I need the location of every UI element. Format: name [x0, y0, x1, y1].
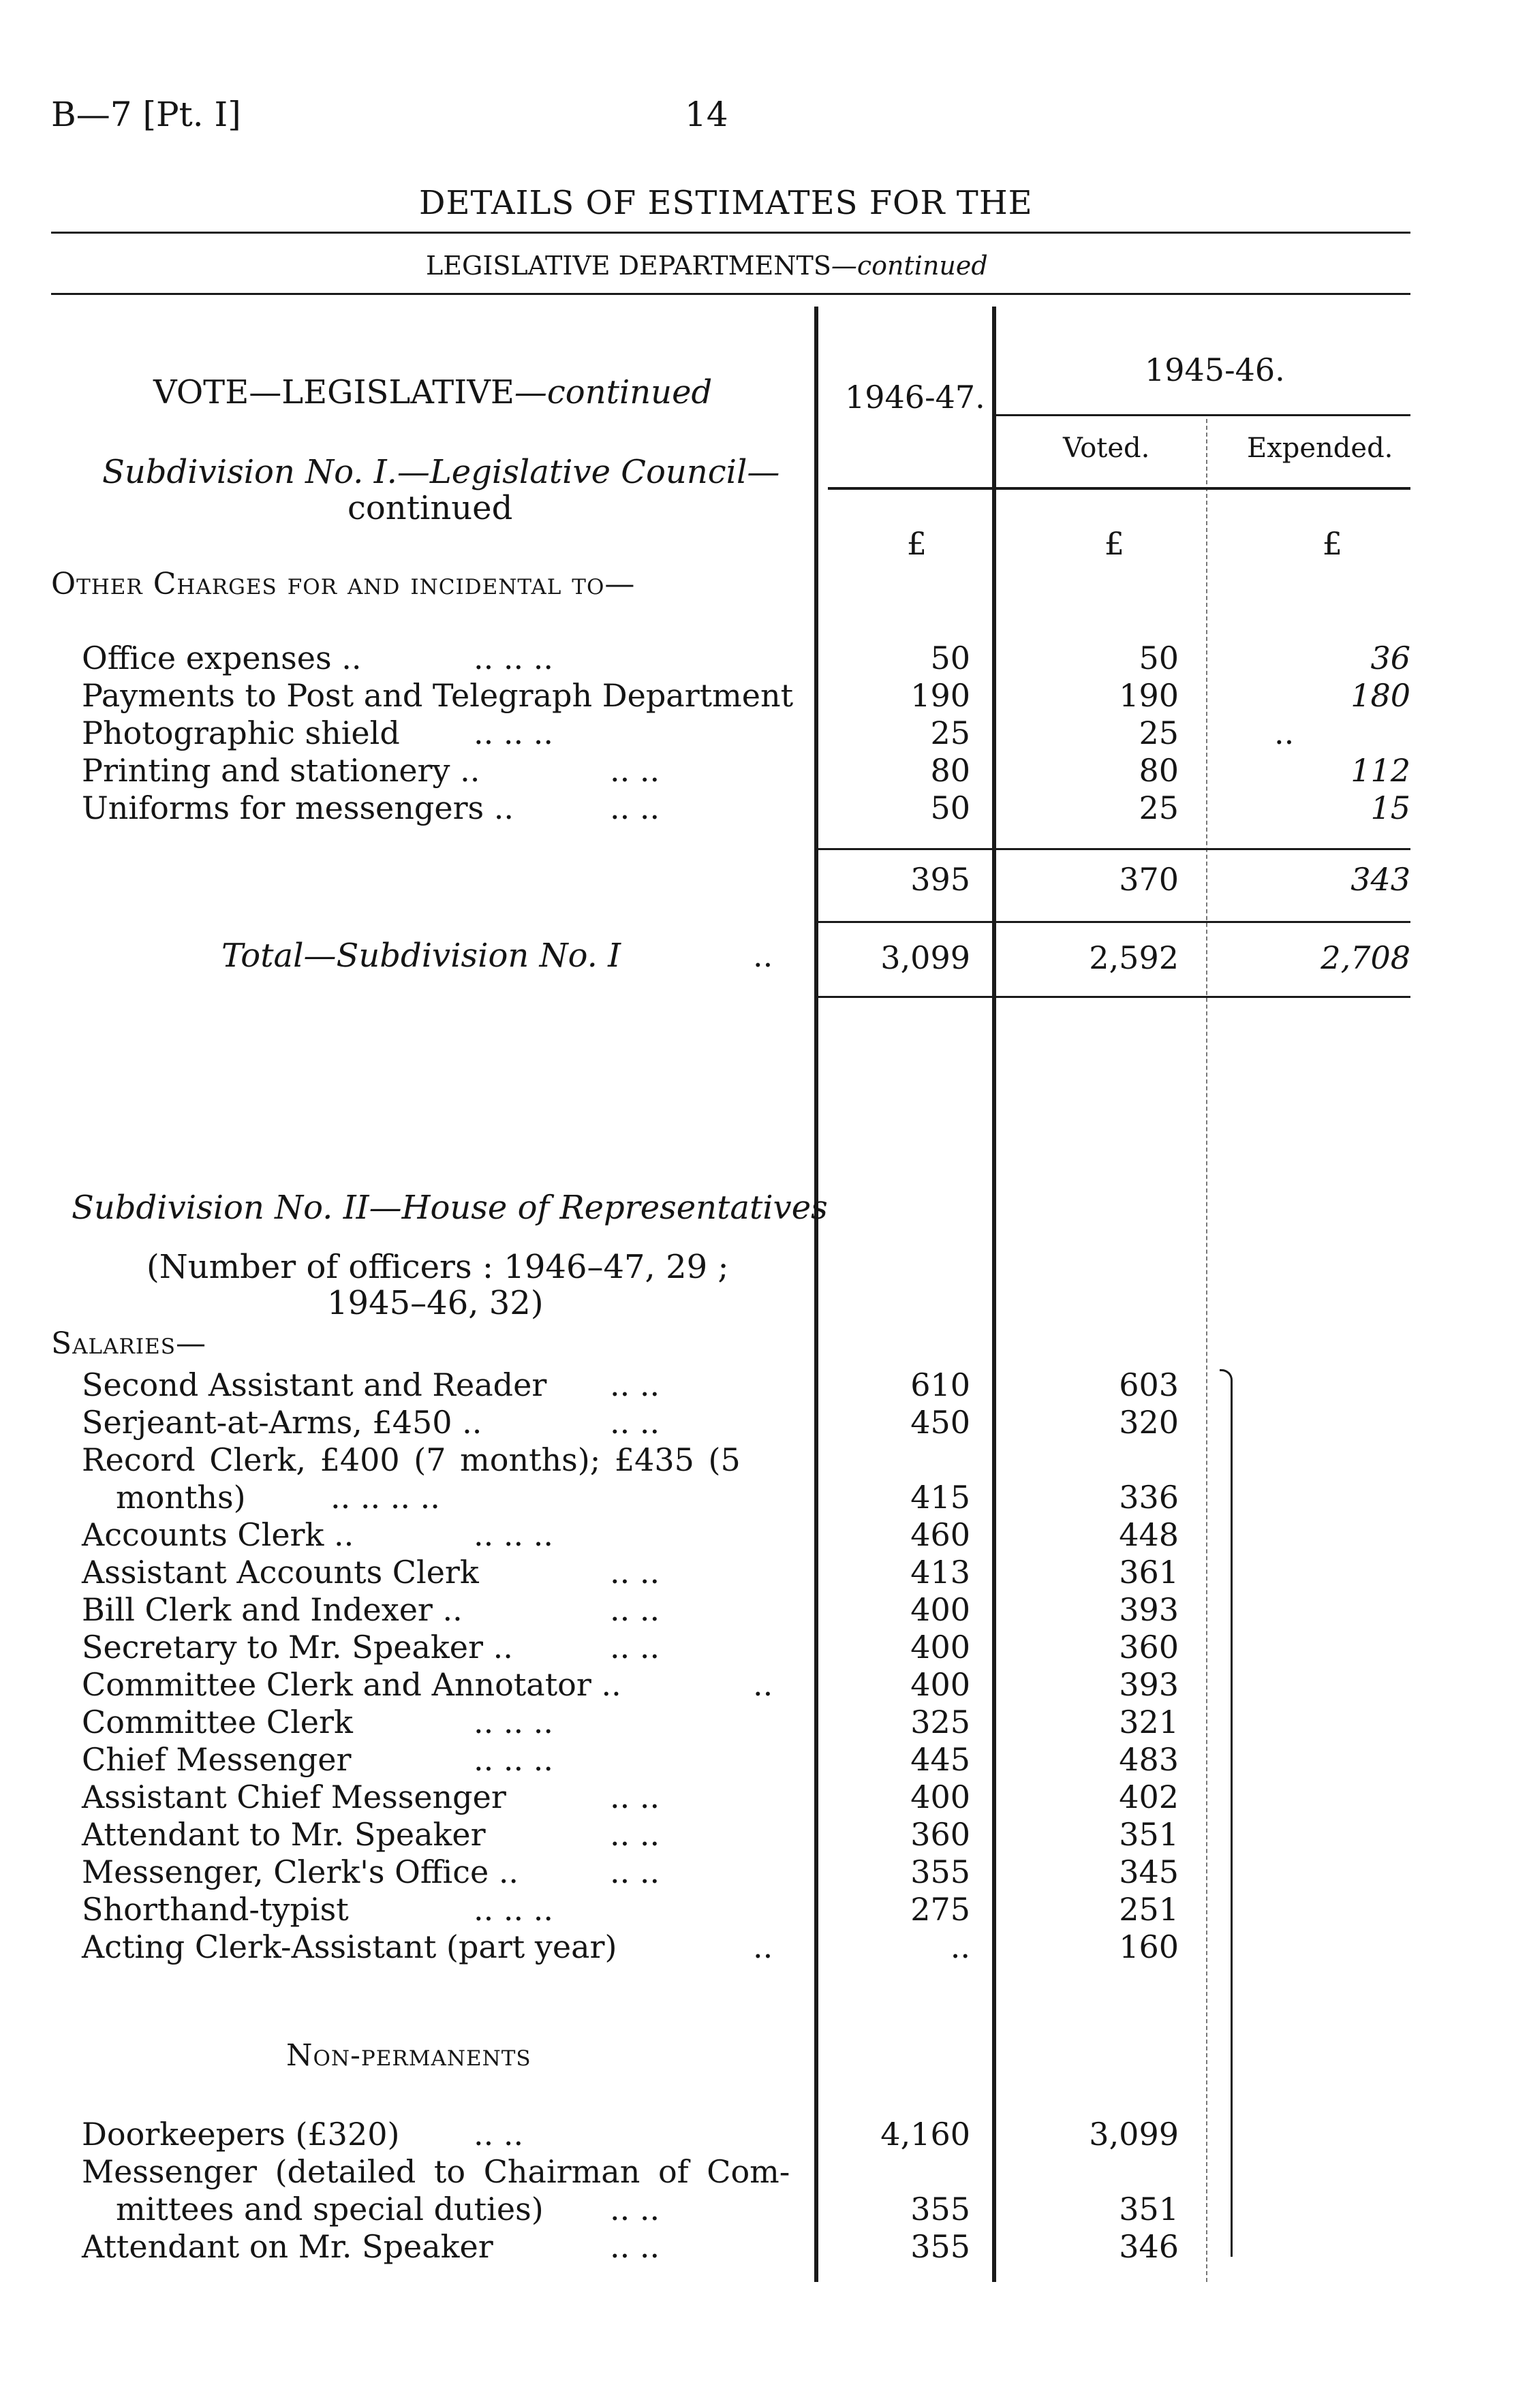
officers-line-1: (Number of officers : 1946–47, 29 ;	[146, 1248, 729, 1286]
salary-label: months)	[116, 1479, 246, 1516]
other-charges-heading: Other Charges for and incidental to—	[51, 567, 636, 601]
salary-label: Second Assistant and Reader	[82, 1366, 547, 1403]
rule-1945-header	[996, 414, 1410, 416]
page-number: 14	[685, 95, 728, 134]
salary-voted: 251	[1119, 1891, 1179, 1928]
page-subtitle	[426, 247, 988, 285]
salary-label: Serjeant-at-Arms, £450 ..	[82, 1404, 482, 1441]
charge-expended: ..	[1274, 715, 1295, 751]
salary-label: Messenger, Clerk's Office ..	[82, 1854, 519, 1890]
column-header-expended: Expended.	[1247, 433, 1393, 464]
salary-1946: 460	[910, 1516, 970, 1553]
salary-voted: 393	[1119, 1666, 1179, 1703]
charges-total-voted: 370	[1119, 861, 1179, 898]
salary-voted: 393	[1119, 1591, 1179, 1628]
rule-column-head	[828, 487, 1410, 490]
salary-1946: 445	[910, 1741, 970, 1778]
non-permanent-label: Messenger (detailed to Chairman of Com-	[82, 2153, 790, 2190]
salary-1946: 400	[910, 1666, 970, 1703]
vote-title-continued: —continued	[514, 373, 713, 411]
salary-voted: 402	[1119, 1779, 1179, 1815]
salary-label: Assistant Chief Messenger	[82, 1779, 506, 1815]
rule-title	[51, 232, 1410, 234]
column-header-1946: 1946-47.	[845, 379, 985, 416]
page-reference: B—7 [Pt. I]	[51, 95, 241, 134]
column-header-voted: Voted.	[1063, 433, 1150, 464]
subtitle-main: LEGISLATIVE DEPARTMENTS	[426, 251, 831, 281]
leader-dots: .. .. ..	[474, 1891, 553, 1928]
leader-dots: .. ..	[610, 1854, 660, 1890]
non-permanent-label: mittees and special duties)	[116, 2191, 544, 2227]
salary-label: Secretary to Mr. Speaker ..	[82, 1629, 513, 1666]
charges-total-expended: 343	[1350, 861, 1410, 898]
leader-dots: ..	[753, 937, 773, 974]
salary-1946: 355	[910, 1854, 970, 1890]
charge-expended: 15	[1370, 789, 1410, 826]
salary-1946: 400	[910, 1591, 970, 1628]
salary-label: Committee Clerk	[82, 1704, 353, 1740]
subdivision-2-title: Subdivision No. II—House of Representatives	[72, 1189, 828, 1227]
salary-voted: 351	[1119, 1816, 1179, 1853]
non-permanent-1946: 355	[910, 2191, 970, 2227]
rule-subtitle	[51, 293, 1410, 295]
salary-1946: 610	[910, 1366, 970, 1403]
leader-dots: ..	[753, 1666, 773, 1703]
leader-dots: .. .. ..	[474, 1516, 553, 1553]
subdivision-total-1946: 3,099	[880, 939, 970, 976]
salary-1946: 415	[910, 1479, 970, 1516]
salary-label: Attendant to Mr. Speaker	[82, 1816, 486, 1853]
leader-dots: .. ..	[610, 1816, 660, 1853]
non-permanent-voted: 351	[1119, 2191, 1179, 2227]
salary-label: Assistant Accounts Clerk	[82, 1554, 479, 1591]
charge-voted: 50	[1139, 640, 1179, 676]
rule-sum-top	[814, 848, 1410, 850]
leader-dots: .. .. ..	[474, 715, 553, 751]
salary-voted: 160	[1119, 1928, 1179, 1965]
salary-voted: 345	[1119, 1854, 1179, 1890]
charge-1946: 190	[910, 677, 970, 714]
charge-1946: 25	[930, 715, 970, 751]
leader-dots: .. ..	[610, 1591, 660, 1628]
leader-dots: .. ..	[610, 2228, 660, 2265]
salary-voted: 321	[1119, 1704, 1179, 1740]
non-permanents-heading: Non-permanents	[286, 2038, 531, 2073]
leader-dots: .. ..	[610, 1404, 660, 1441]
non-permanent-label: Doorkeepers (£320)	[82, 2116, 400, 2153]
vote-title-main: VOTE—LEGISLATIVE	[153, 373, 514, 411]
charge-label: Uniforms for messengers ..	[82, 789, 514, 826]
salary-1946: 413	[910, 1554, 970, 1591]
non-permanent-label: Attendant on Mr. Speaker	[82, 2228, 493, 2265]
pound-sign-voted: £	[1104, 525, 1124, 562]
leader-dots: .. .. ..	[474, 1704, 553, 1740]
charge-1946: 50	[930, 640, 970, 676]
column-rule-left	[814, 307, 818, 2282]
expended-group-brace	[1220, 1369, 1233, 2257]
leader-dots: .. ..	[610, 1554, 660, 1591]
leader-dots: .. ..	[610, 1779, 660, 1815]
pound-sign-expended: £	[1322, 525, 1342, 562]
charge-expended: 36	[1370, 640, 1410, 676]
leader-dots: .. .. ..	[474, 640, 553, 676]
charge-voted: 80	[1139, 752, 1179, 789]
pound-sign-1946: £	[906, 525, 927, 562]
salary-1946: 325	[910, 1704, 970, 1740]
salary-1946: 450	[910, 1404, 970, 1441]
salary-1946: 400	[910, 1779, 970, 1815]
column-rule-mid	[992, 307, 996, 2282]
salary-voted: 336	[1119, 1479, 1179, 1516]
subtitle-continued: —continued	[831, 251, 988, 281]
salary-1946: ..	[950, 1928, 970, 1965]
charge-label: Office expenses ..	[82, 640, 362, 676]
salary-label: Acting Clerk-Assistant (part year)	[82, 1928, 617, 1965]
charge-1946: 80	[930, 752, 970, 789]
leader-dots: .. ..	[610, 752, 660, 789]
salary-voted: 483	[1119, 1741, 1179, 1778]
salary-label: Record Clerk, £400 (7 months); £435 (5	[82, 1441, 741, 1478]
charge-voted: 25	[1139, 715, 1179, 751]
leader-dots: .. .. ..	[474, 1741, 553, 1778]
officers-line-2: 1945–46, 32)	[327, 1284, 544, 1322]
salary-voted: 320	[1119, 1404, 1179, 1441]
salary-voted: 603	[1119, 1366, 1179, 1403]
subdivision-total-expended: 2,708	[1320, 939, 1410, 976]
leader-dots: .. .. .. ..	[330, 1479, 440, 1516]
non-permanent-voted: 346	[1119, 2228, 1179, 2265]
page-title: DETAILS OF ESTIMATES FOR THE	[419, 184, 1033, 222]
vote-title	[153, 373, 712, 411]
leader-dots: .. ..	[610, 2191, 660, 2227]
non-permanent-1946: 4,160	[880, 2116, 970, 2153]
rule-total-bottom	[814, 996, 1410, 998]
leader-dots: ..	[753, 1928, 773, 1965]
charge-1946: 50	[930, 789, 970, 826]
non-permanent-voted: 3,099	[1089, 2116, 1179, 2153]
column-header-1945: 1945-46.	[1145, 351, 1285, 388]
rule-sum-bottom	[814, 921, 1410, 923]
salary-voted: 361	[1119, 1554, 1179, 1591]
salary-label: Chief Messenger	[82, 1741, 352, 1778]
charge-expended: 112	[1350, 752, 1410, 789]
salary-1946: 360	[910, 1816, 970, 1853]
charge-label: Printing and stationery ..	[82, 752, 480, 789]
leader-dots: .. ..	[610, 1366, 660, 1403]
subdivision-total-voted: 2,592	[1089, 939, 1179, 976]
charge-voted: 25	[1139, 789, 1179, 826]
non-permanent-1946: 355	[910, 2228, 970, 2265]
leader-dots: .. ..	[610, 1629, 660, 1666]
salary-label: Accounts Clerk ..	[82, 1516, 354, 1553]
salary-voted: 360	[1119, 1629, 1179, 1666]
subdivision-1-title: Subdivision No. I.—Legislative Council—	[102, 453, 780, 491]
leader-dots: .. ..	[610, 789, 660, 826]
charge-label: Photographic shield	[82, 715, 400, 751]
subdivision-1-continued: continued	[348, 489, 513, 527]
leader-dots: .. ..	[474, 2116, 524, 2153]
charge-label: Payments to Post and Telegraph Department	[82, 677, 794, 714]
salary-1946: 400	[910, 1629, 970, 1666]
salary-label: Shorthand-typist	[82, 1891, 349, 1928]
salaries-heading: Salaries—	[51, 1326, 206, 1361]
salary-voted: 448	[1119, 1516, 1179, 1553]
subdivision-total-label: Total—Subdivision No. I	[221, 937, 621, 975]
salary-label: Committee Clerk and Annotator ..	[82, 1666, 621, 1703]
salary-label: Bill Clerk and Indexer ..	[82, 1591, 463, 1628]
charges-total-1946: 395	[910, 861, 970, 898]
charge-voted: 190	[1119, 677, 1179, 714]
salary-1946: 275	[910, 1891, 970, 1928]
charge-expended: 180	[1350, 677, 1410, 714]
